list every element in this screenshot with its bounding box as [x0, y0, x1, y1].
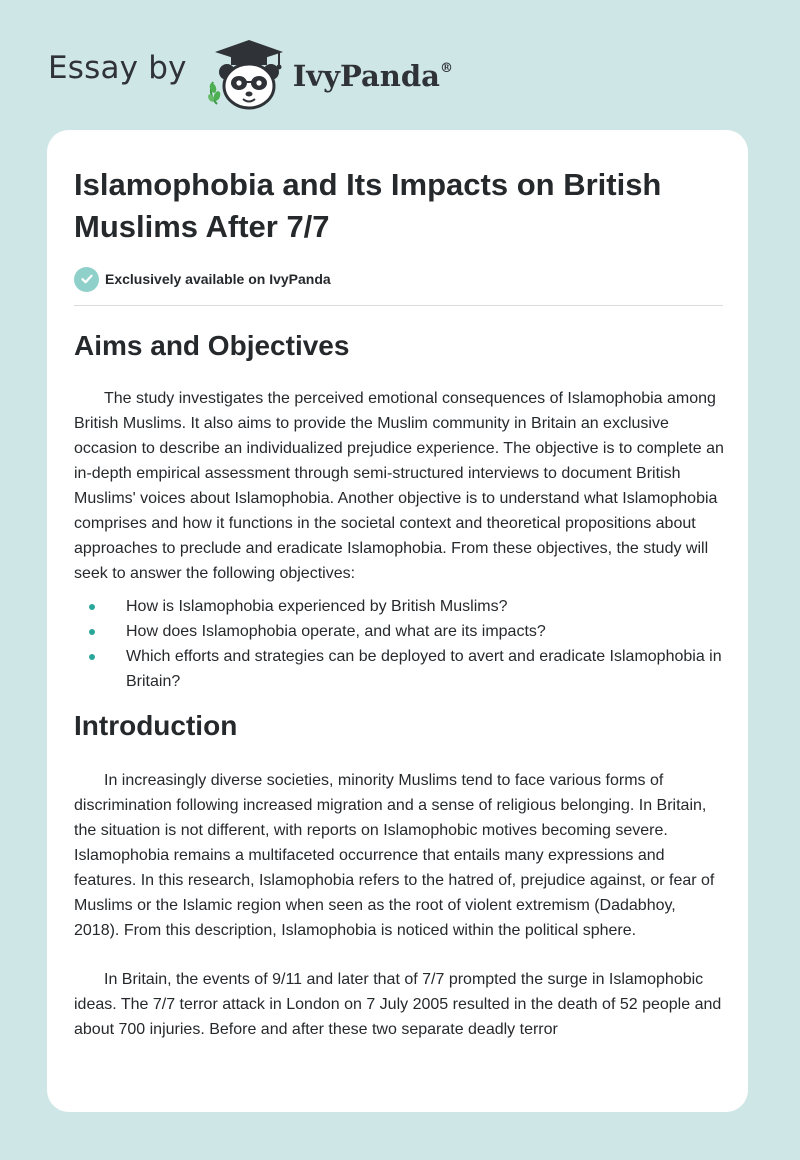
bullet-dot-icon [89, 654, 95, 660]
exclusive-badge [74, 266, 721, 292]
list-item: How does Islamophobia operate, and what are its impacts? [74, 619, 724, 644]
page-title: Islamophobia and Its Impacts on British Muslims After 7/7 [74, 167, 662, 244]
objectives-list [74, 594, 721, 694]
section-heading-aims: Aims and Objectives [74, 330, 350, 361]
list-item: How is Islamophobia experienced by British Muslims? [74, 594, 724, 619]
logo-prefix: Essay by [48, 50, 187, 86]
site-logo[interactable] [48, 36, 453, 112]
section-heading-introduction: Introduction [74, 710, 238, 741]
article-card [47, 130, 748, 1112]
list-item: Which efforts and strategies can be deployed to avert and eradicate Islamophobia in Britain? [74, 644, 724, 694]
check-circle-icon [74, 267, 99, 292]
bullet-dot-icon [89, 629, 95, 635]
paragraph: The study investigates the perceived emotional consequences of Islamophobia among British Muslims. It also aims to provide the Muslim community in Britain an exclusive occasion to describe an individualized prejudice experience. The objective is to complete an in-depth empirical assessment through semi-structured interviews to document British Muslims' voices about Islamophobia. Another objective is to understand what Islamophobia comprises and how it functions in the societal context and theoretical propositions about approaches to preclude and eradicate Islamophobia. From these objectives, the study will seek to answer the following objectives: [74, 390, 724, 582]
bullet-dot-icon [89, 604, 95, 610]
divider [74, 305, 723, 306]
paragraph: In increasingly diverse societies, minority Muslims tend to face various forms of discrimination following increased migration and a sense of religious belonging. In Britain, the situation is not different, with reports on Islamophobic motives becoming severe. Islamophobia remains a multifaceted occurrence that entails many expressions and features. In this research, Islamophobia refers to the hatred of, prejudice against, or fear of Muslims or the Islamic region when seen as the root of violent extremism (Dadabhoy, 2018). From this description, Islamophobia is noticed within the political sphere. [74, 772, 715, 939]
paragraph: In Britain, the events of 9/11 and later that of 7/7 prompted the surge in Islamophobic ideas. The 7/7 terror attack in London on 7 July 2005 resulted in the death of 52 people and about 700 injuries. Before and after these two separate deadly terror [74, 971, 722, 1038]
exclusive-badge-text: Exclusively available on IvyPanda [105, 271, 331, 287]
brand-name: IvyPanda® [292, 59, 453, 93]
panda-mascot-icon [205, 36, 289, 112]
